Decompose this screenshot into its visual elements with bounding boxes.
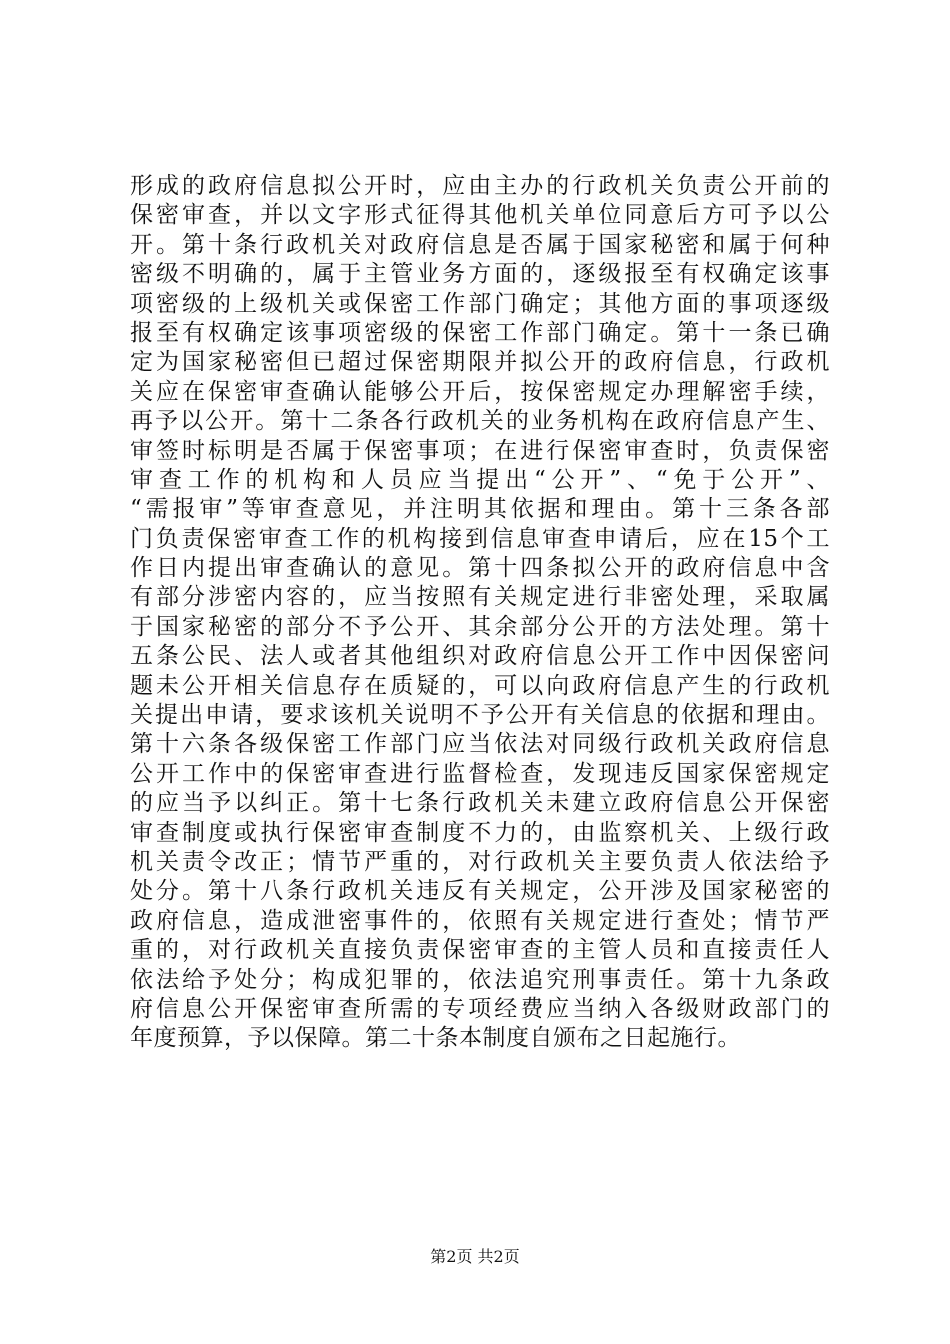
text-line: 第十六条各级保密工作部门应当依法对同级行政机关政府信息 [130, 731, 830, 758]
text-line: 作日内提出审查确认的意见。第十四条拟公开的政府信息中含 [130, 555, 830, 582]
text-line: 年度预算，予以保障。第二十条本制度自颁布之日起施行。 [130, 1025, 741, 1052]
text-line: 审查工作的机构和人员应当提出“公开”、“免于公开”、 [130, 466, 830, 493]
page-footer: 第2页 共2页 [430, 1247, 520, 1266]
text-line: 题未公开相关信息存在质疑的，可以向政府信息产生的行政机 [130, 672, 830, 699]
text-line: 关提出申请，要求该机关说明不予公开有关信息的依据和理由。 [130, 702, 830, 729]
text-line: 机关责令改正；情节严重的，对行政机关主要负责人依法给予 [130, 848, 830, 875]
text-line: 审签时标明是否属于保密事项；在进行保密审查时，负责保密 [130, 437, 830, 464]
text-line: 报至有权确定该事项密级的保密工作部门确定。第十一条已确 [130, 319, 830, 346]
text-line: 的应当予以纠正。第十七条行政机关未建立政府信息公开保密 [130, 790, 830, 817]
text-line: 府信息公开保密审查所需的专项经费应当纳入各级财政部门的 [130, 995, 830, 1022]
text-line: 有部分涉密内容的，应当按照有关规定进行非密处理，采取属 [130, 584, 830, 611]
text-line: 审查制度或执行保密审查制度不力的，由监察机关、上级行政 [130, 819, 830, 846]
text-line: 再予以公开。第十二条各行政机关的业务机构在政府信息产生、 [130, 408, 830, 435]
text-line: 定为国家秘密但已超过保密期限并拟公开的政府信息，行政机 [130, 349, 830, 376]
text-line: 政府信息，造成泄密事件的，依照有关规定进行查处；情节严 [130, 907, 830, 934]
text-line: 形成的政府信息拟公开时，应由主办的行政机关负责公开前的 [130, 173, 830, 199]
text-line: 开。第十条行政机关对政府信息是否属于国家秘密和属于何种 [130, 231, 830, 258]
text-line: 密级不明确的，属于主管业务方面的，逐级报至有权确定该事 [130, 261, 830, 288]
text-line: 依法给予处分；构成犯罪的，依法追究刑事责任。第十九条政 [130, 966, 830, 993]
text-line: 保密审查，并以文字形式征得其他机关单位同意后方可予以公 [130, 202, 830, 229]
text-line: 关应在保密审查确认能够公开后，按保密规定办理解密手续， [130, 378, 830, 405]
text-line: 处分。第十八条行政机关违反有关规定，公开涉及国家秘密的 [130, 878, 830, 905]
text-line: “需报审”等审查意见，并注明其依据和理由。第十三条各部 [130, 496, 830, 523]
text-line: 项密级的上级机关或保密工作部门确定；其他方面的事项逐级 [130, 290, 830, 317]
text-line: 五条公民、法人或者其他组织对政府信息公开工作中因保密问 [130, 643, 830, 670]
text-line: 门负责保密审查工作的机构接到信息审查申请后，应在15个工 [130, 525, 830, 552]
text-line: 于国家秘密的部分不予公开、其余部分公开的方法处理。第十 [130, 613, 830, 640]
text-line: 重的，对行政机关直接负责保密审查的主管人员和直接责任人 [130, 937, 830, 964]
body-text [130, 172, 830, 1054]
text-line: 公开工作中的保密审查进行监督检查，发现违反国家保密规定 [130, 760, 830, 787]
